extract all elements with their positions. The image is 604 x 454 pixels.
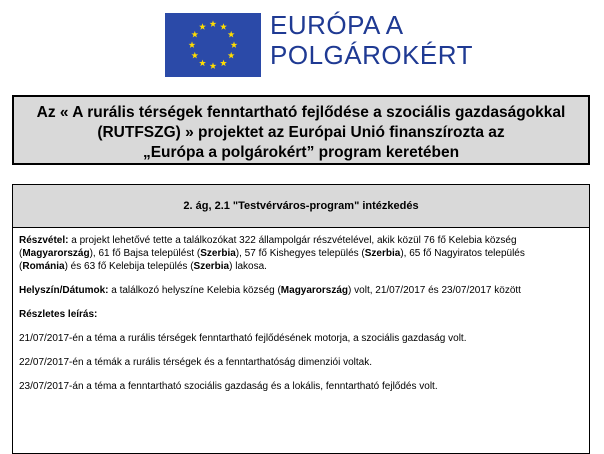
- section-heading: 2. ág, 2.1 "Testvérváros-program" intézkedés: [13, 185, 589, 228]
- country-5: Szerbia: [193, 261, 230, 272]
- country-2: Szerbia: [200, 248, 236, 259]
- content-body: [13, 228, 589, 393]
- participation-line-2: (Magyarország), 61 fő Bajsa települést (Szerbia), 57 fő Kishegyes település (Szerbia), 65 fő Nagyiratos település: [19, 248, 525, 259]
- participation-text-4: ), 65 fő Nagyiratos település: [400, 248, 525, 259]
- participation-text-5: ) és 63 fő Kelebija település (: [64, 261, 194, 272]
- title-line-1: Az « A rurális térségek fenntartható fejlődése a szociális gazdaságokkal: [36, 104, 566, 121]
- header: [0, 0, 604, 95]
- eu-flag-svg: [165, 13, 261, 77]
- details-box: [12, 184, 590, 454]
- title-line-2: (RUTFSZG) » projektet az Európai Unió finanszírozta az: [97, 124, 505, 141]
- participation-text-3: ), 57 fő Kishegyes település (: [235, 248, 365, 259]
- participation-label: Részvétel:: [19, 235, 69, 246]
- location-text-1: a találkozó helyszíne Kelebia község (: [108, 285, 281, 296]
- location-label: Helyszín/Dátumok:: [19, 285, 109, 296]
- brand-line-1: EURÓPA A: [270, 10, 404, 40]
- participation-text-2: ), 61 fő Bajsa települést (: [89, 248, 201, 259]
- title-line-3: „Európa a polgárokért” program keretében: [142, 144, 460, 161]
- location-text-2: ) volt, 21/07/2017 és 23/07/2017 között: [348, 285, 521, 296]
- brand-line-2: POLGÁROKÉRT: [270, 40, 473, 70]
- location-line: [19, 284, 583, 297]
- location-paragraph: [19, 284, 583, 297]
- detail-item-3: 23/07/2017-án a téma a fenntartható szociális gazdaság és a lokális, fenntartható fejlődés volt.: [19, 381, 438, 392]
- country-4: Románia: [22, 261, 65, 272]
- participation-text-6: ) lakosa.: [229, 261, 267, 272]
- participation-line-1: [19, 234, 583, 247]
- detail-item-2: 22/07/2017-én a témák a rurális térségek és a fenntarthatóság dimenziói voltak.: [19, 357, 372, 368]
- participation-line-3: (Románia) és 63 fő Kelebija település (Szerbia) lakosa.: [19, 261, 267, 272]
- detail-item-1: 21/07/2017-én a téma a rurális térségek fenntartható fejlődésének motorja, a szociális gazdaság volt.: [19, 333, 467, 344]
- eu-flag-icon: [165, 13, 261, 77]
- location-country: Magyarország: [280, 285, 349, 296]
- project-title-box: [12, 95, 590, 165]
- participation-paragraph: [19, 234, 583, 273]
- participation-text-1: a projekt lehetővé tette a találkozókat 322 állampolgár részvételével, akik közül 76 fő Kelebia község: [68, 235, 517, 246]
- details-label-paragraph: [19, 308, 583, 321]
- brand-title: [270, 10, 473, 70]
- details-label: Részletes leírás:: [19, 309, 98, 320]
- country-3: Szerbia: [364, 248, 401, 259]
- country-1: Magyarország: [22, 248, 90, 259]
